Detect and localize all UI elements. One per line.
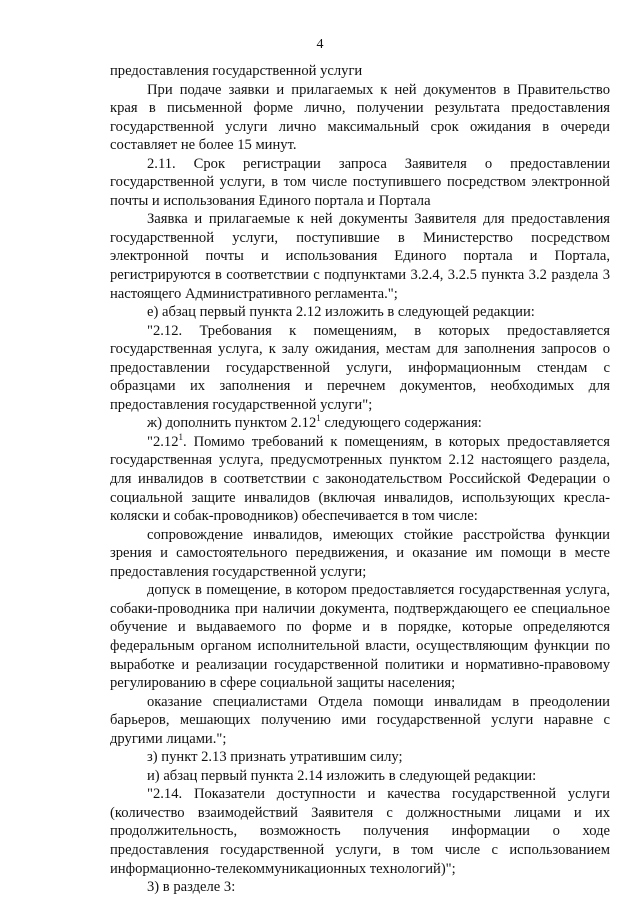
text-fragment: ж) дополнить пунктом 2.12 bbox=[147, 415, 317, 432]
paragraph-section-3: 3) в разделе 3: bbox=[147, 879, 236, 896]
paragraph-queue-time: При подаче заявки и прилагаемых к ней документов в Правительство края в письменной форме лично, получении результата предоставления государственной услуги лично максимальный срок ожидания в очереди составляет не более 15 минут. bbox=[110, 81, 610, 154]
paragraph-continuation: предоставления государственной услуги bbox=[110, 63, 363, 79]
paragraph-item-i: и) абзац первый пункта 2.14 изложить в следующей редакции: bbox=[147, 767, 537, 784]
page-number: 4 bbox=[316, 37, 324, 52]
paragraph-2-12-1 bbox=[110, 433, 610, 526]
paragraph-2-12: "2.12. Требования к помещениям, в которых предоставляется государственная услуга, к залу ожидания, местам для заполнения запросов о предоставлении государственной услуги, информационным стендам с образцами их заполнения и перечнем документов, необходимых для предоставления государственной услуги"; bbox=[110, 322, 610, 413]
paragraph-guide-dog: допуск в помещение, в котором предоставляется государственная услуга, собаки-проводника при наличии документа, подтверждающего ее специальное обучение и выдаваемого по форме и в порядке, которые определяются федеральным органом исполнительной власти, осуществляющим функции по выработке и реализации государственной политики и нормативно-правовому регулированию в сфере социальной защиты населения; bbox=[110, 582, 610, 692]
paragraph-2-14: "2.14. Показатели доступности и качества государственной услуги (количество взаимодействий Заявителя с должностными лицами и их продолжительность, возможность получения информации о ходе предоставления государственной услуги, в том числе с использованием информационно-телекоммуникационных технологий)"; bbox=[110, 786, 610, 877]
paragraph-2-11: 2.11. Срок регистрации запроса Заявителя о предоставлении государственной услуги, в том числе поступившего посредством электронной почты и использования Единого портала и Портала bbox=[110, 155, 610, 209]
paragraph-item-zh bbox=[110, 414, 610, 433]
superscript-index: 1 bbox=[316, 413, 321, 424]
text-fragment: следующего содержания: bbox=[320, 415, 482, 432]
paragraph-item-e: е) абзац первый пункта 2.12 изложить в следующей редакции: bbox=[147, 304, 535, 321]
text-fragment: . Помимо требований к помещениям, в которых предоставляется государственная услуга, предусмотренных пунктом 2.12 настоящего раздела, для инвалидов в соответствии с законодательством Российской Федерации о социальной защите инвалидов (включая инвалидов, использующих кресла-коляски и собак-проводников) обеспечивается в том числе: bbox=[110, 433, 610, 525]
superscript-index: 1 bbox=[178, 431, 183, 442]
paragraph-assistance: оказание специалистами Отдела помощи инвалидам в преодолении барьеров, мешающих получению ими государственной услуги наравне с другими лицами."; bbox=[110, 693, 610, 747]
paragraph-escort: сопровождение инвалидов, имеющих стойкие расстройства функции зрения и самостоятельного передвижения, и оказание им помощи в месте предоставления государственной услуги; bbox=[110, 526, 610, 580]
paragraph-item-z: з) пункт 2.13 признать утратившим силу; bbox=[147, 749, 403, 766]
paragraph-registration: Заявка и прилагаемые к ней документы Заявителя для предоставления государственной услуги, поступившие в Министерство посредством электронной почты и использования Единого портала и Портала, регистрируются в соответствии с подпунктами 3.2.4, 3.2.5 пункта 3.2 раздела 3 настоящего Административного регламента."; bbox=[110, 211, 610, 302]
document-body bbox=[110, 62, 610, 897]
text-fragment: "2.12 bbox=[147, 433, 179, 450]
